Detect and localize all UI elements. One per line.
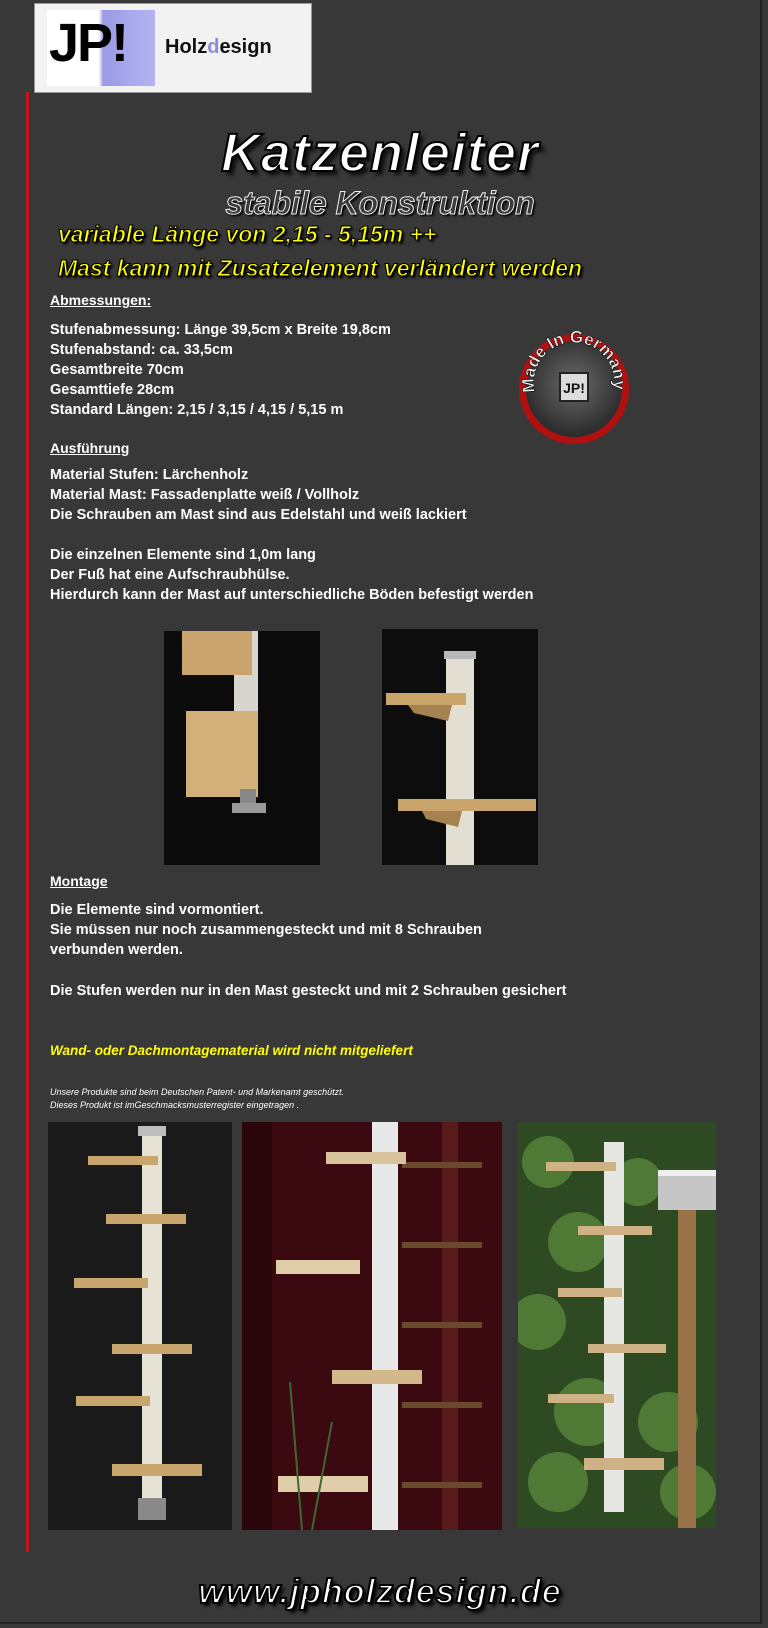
execution-line: Hierdurch kann der Mast auf unterschiedliche Böden befestigt werden	[50, 587, 534, 603]
mast-step-detail-photo	[382, 629, 538, 865]
assembly-line: Die Elemente sind vormontiert.	[50, 902, 264, 918]
assembly-line: verbunden werden.	[50, 942, 183, 958]
seal-mark: JP!	[563, 380, 585, 396]
assembly-line: Die Stufen werden nur in den Mast gesteckt und mit 2 Schrauben gesichert	[50, 983, 567, 999]
execution-heading: Ausführung	[50, 440, 130, 456]
website-url[interactable]: www.jpholzdesign.de	[198, 1573, 562, 1611]
made-in-germany-seal	[516, 331, 632, 447]
execution-line: Material Stufen: Lärchenholz	[50, 467, 249, 483]
dimension-line: Standard Längen: 2,15 / 3,15 / 4,15 / 5,15 m	[50, 402, 344, 418]
page-title: Katzenleiter	[220, 123, 540, 183]
logo-name-accent: d	[207, 36, 220, 58]
page-subtitle: stabile Konstruktion	[225, 185, 535, 221]
seal-text: Made In Germany	[518, 331, 630, 394]
dimension-line: Gesamttiefe 28cm	[50, 382, 175, 398]
logo-name-prefix: Holz	[165, 36, 208, 58]
logo-mark: JP!	[49, 13, 128, 73]
highlight-extension: Mast kann mit Zusatzelement verländert werden	[58, 255, 583, 281]
delivery-note: Wand- oder Dachmontagematerial wird nicht mitgeliefert	[50, 1043, 413, 1058]
assembly-line: Sie müssen nur noch zusammengesteckt und mit 8 Schrauben	[50, 922, 482, 938]
dimension-line: Stufenabstand: ca. 33,5cm	[50, 342, 233, 358]
legal-line: Unsere Produkte sind beim Deutschen Patent- und Markenamt geschützt.	[50, 1087, 345, 1097]
product-photo-red-wall	[242, 1122, 502, 1530]
dimension-line: Gesamtbreite 70cm	[50, 362, 184, 378]
product-photo-studio	[48, 1122, 232, 1530]
logo-name-suffix: esign	[219, 36, 272, 58]
brand-logo	[34, 3, 312, 93]
execution-line: Die Schrauben am Mast sind aus Edelstahl und weiß lackiert	[50, 507, 467, 523]
execution-line: Der Fuß hat eine Aufschraubhülse.	[50, 567, 290, 583]
legal-line: Dieses Produkt ist imGeschmacksmusterregister eingetragen .	[50, 1100, 300, 1110]
dimensions-heading: Abmessungen:	[50, 292, 152, 308]
highlight-length: variable Länge von 2,15 - 5,15m ++	[58, 221, 437, 247]
accent-line	[26, 92, 29, 1552]
product-photo-garden	[518, 1122, 716, 1528]
logo-name	[165, 36, 272, 59]
mast-foot-detail-photo	[164, 631, 320, 865]
execution-line: Material Mast: Fassadenplatte weiß / Vollholz	[50, 487, 360, 503]
dimension-line: Stufenabmessung: Länge 39,5cm x Breite 19,8cm	[50, 322, 391, 338]
execution-line: Die einzelnen Elemente sind 1,0m lang	[50, 547, 316, 563]
assembly-heading: Montage	[50, 873, 108, 889]
